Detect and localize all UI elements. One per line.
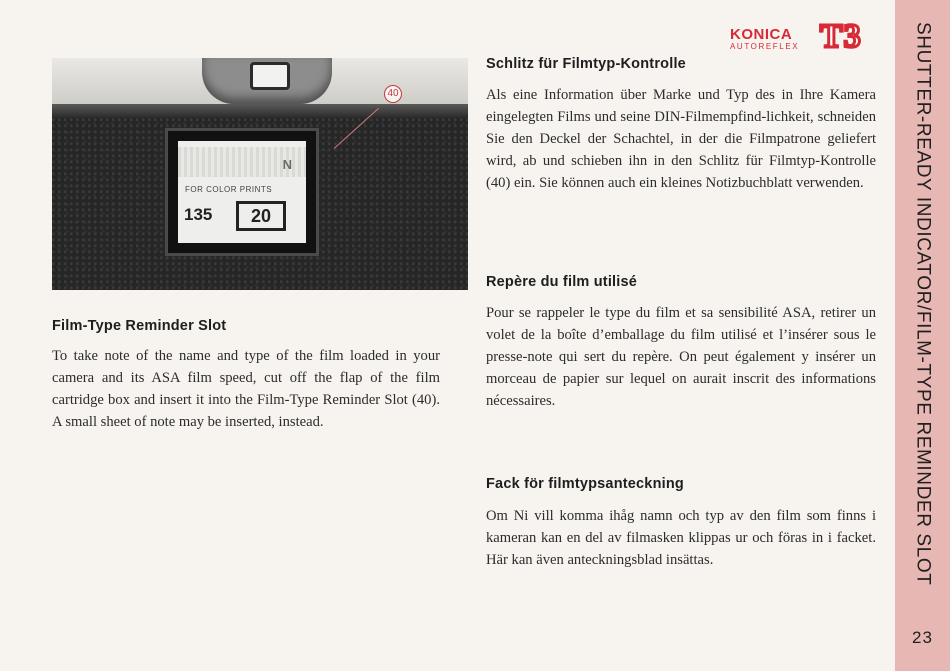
swedish-body: Om Ni vill komma ihåg namn och typ av den film som finns i kameran kan en del av filmasken klippas ur och föras in i facket. Här kan även anteckningsblad insättas. [486, 508, 876, 568]
flap-letter: N [282, 157, 292, 172]
german-heading: Schlitz für Filmtyp-Kontrolle [486, 56, 686, 72]
page-number: 23 [912, 628, 933, 647]
logo-model: T3 [820, 18, 862, 55]
viewfinder-eyepiece [202, 58, 332, 104]
swedish-heading: Fack för filmtypsanteckning [486, 476, 684, 492]
section-side-band [895, 0, 950, 671]
flap-exposure-count: 20 [236, 201, 286, 231]
logo-subtitle: AUTOREFLEX [730, 42, 800, 51]
camera-photo [52, 58, 468, 290]
flap-label: FOR COLOR PRINTS [185, 185, 273, 194]
logo-brand: KONICA [730, 26, 793, 43]
german-body: Als eine Information über Marke und Typ des in Ihre Kamera eingelegten Films und seine DIN-Filmempfind-lichkeit, schneiden Sie den Deckel der Schachtel, in der die Filmpatrone geliefert wird, ab und schieben ihn in den Schlitz für Filmtyp-Kontrolle (40) ein. Sie können auch ein kleines Notizbuchblatt verwenden. [486, 87, 876, 191]
film-box-flap [178, 141, 306, 243]
french-body: Pour se rappeler le type du film et sa sensibilité ASA, retirer un volet de la boîte d’emballage du film utilisé et l’insérer sous le presse-note qui sert du repère. On peut également y insérer un morceau de papier sur lequel on aurait inscrit des informations nécessaires. [486, 305, 876, 409]
french-heading: Repère du film utilisé [486, 274, 638, 290]
konica-logo [730, 20, 880, 56]
english-body: To take note of the name and type of the film loaded in your camera and its ASA film speed, cut off the flap of the film cartridge box and insert it into the Film-Type Reminder Slot (40). A small sheet of note may be inserted, instead. [52, 348, 440, 430]
callout-number: 40 [384, 85, 402, 103]
camera-top-rail [52, 104, 468, 119]
english-heading: Film-Type Reminder Slot [52, 318, 227, 334]
flap-film-format: 135 [184, 205, 213, 224]
film-reminder-slot [165, 128, 319, 256]
section-title: SHUTTER-READY INDICATOR/FILM-TYPE REMINDER SLOT [912, 22, 934, 586]
